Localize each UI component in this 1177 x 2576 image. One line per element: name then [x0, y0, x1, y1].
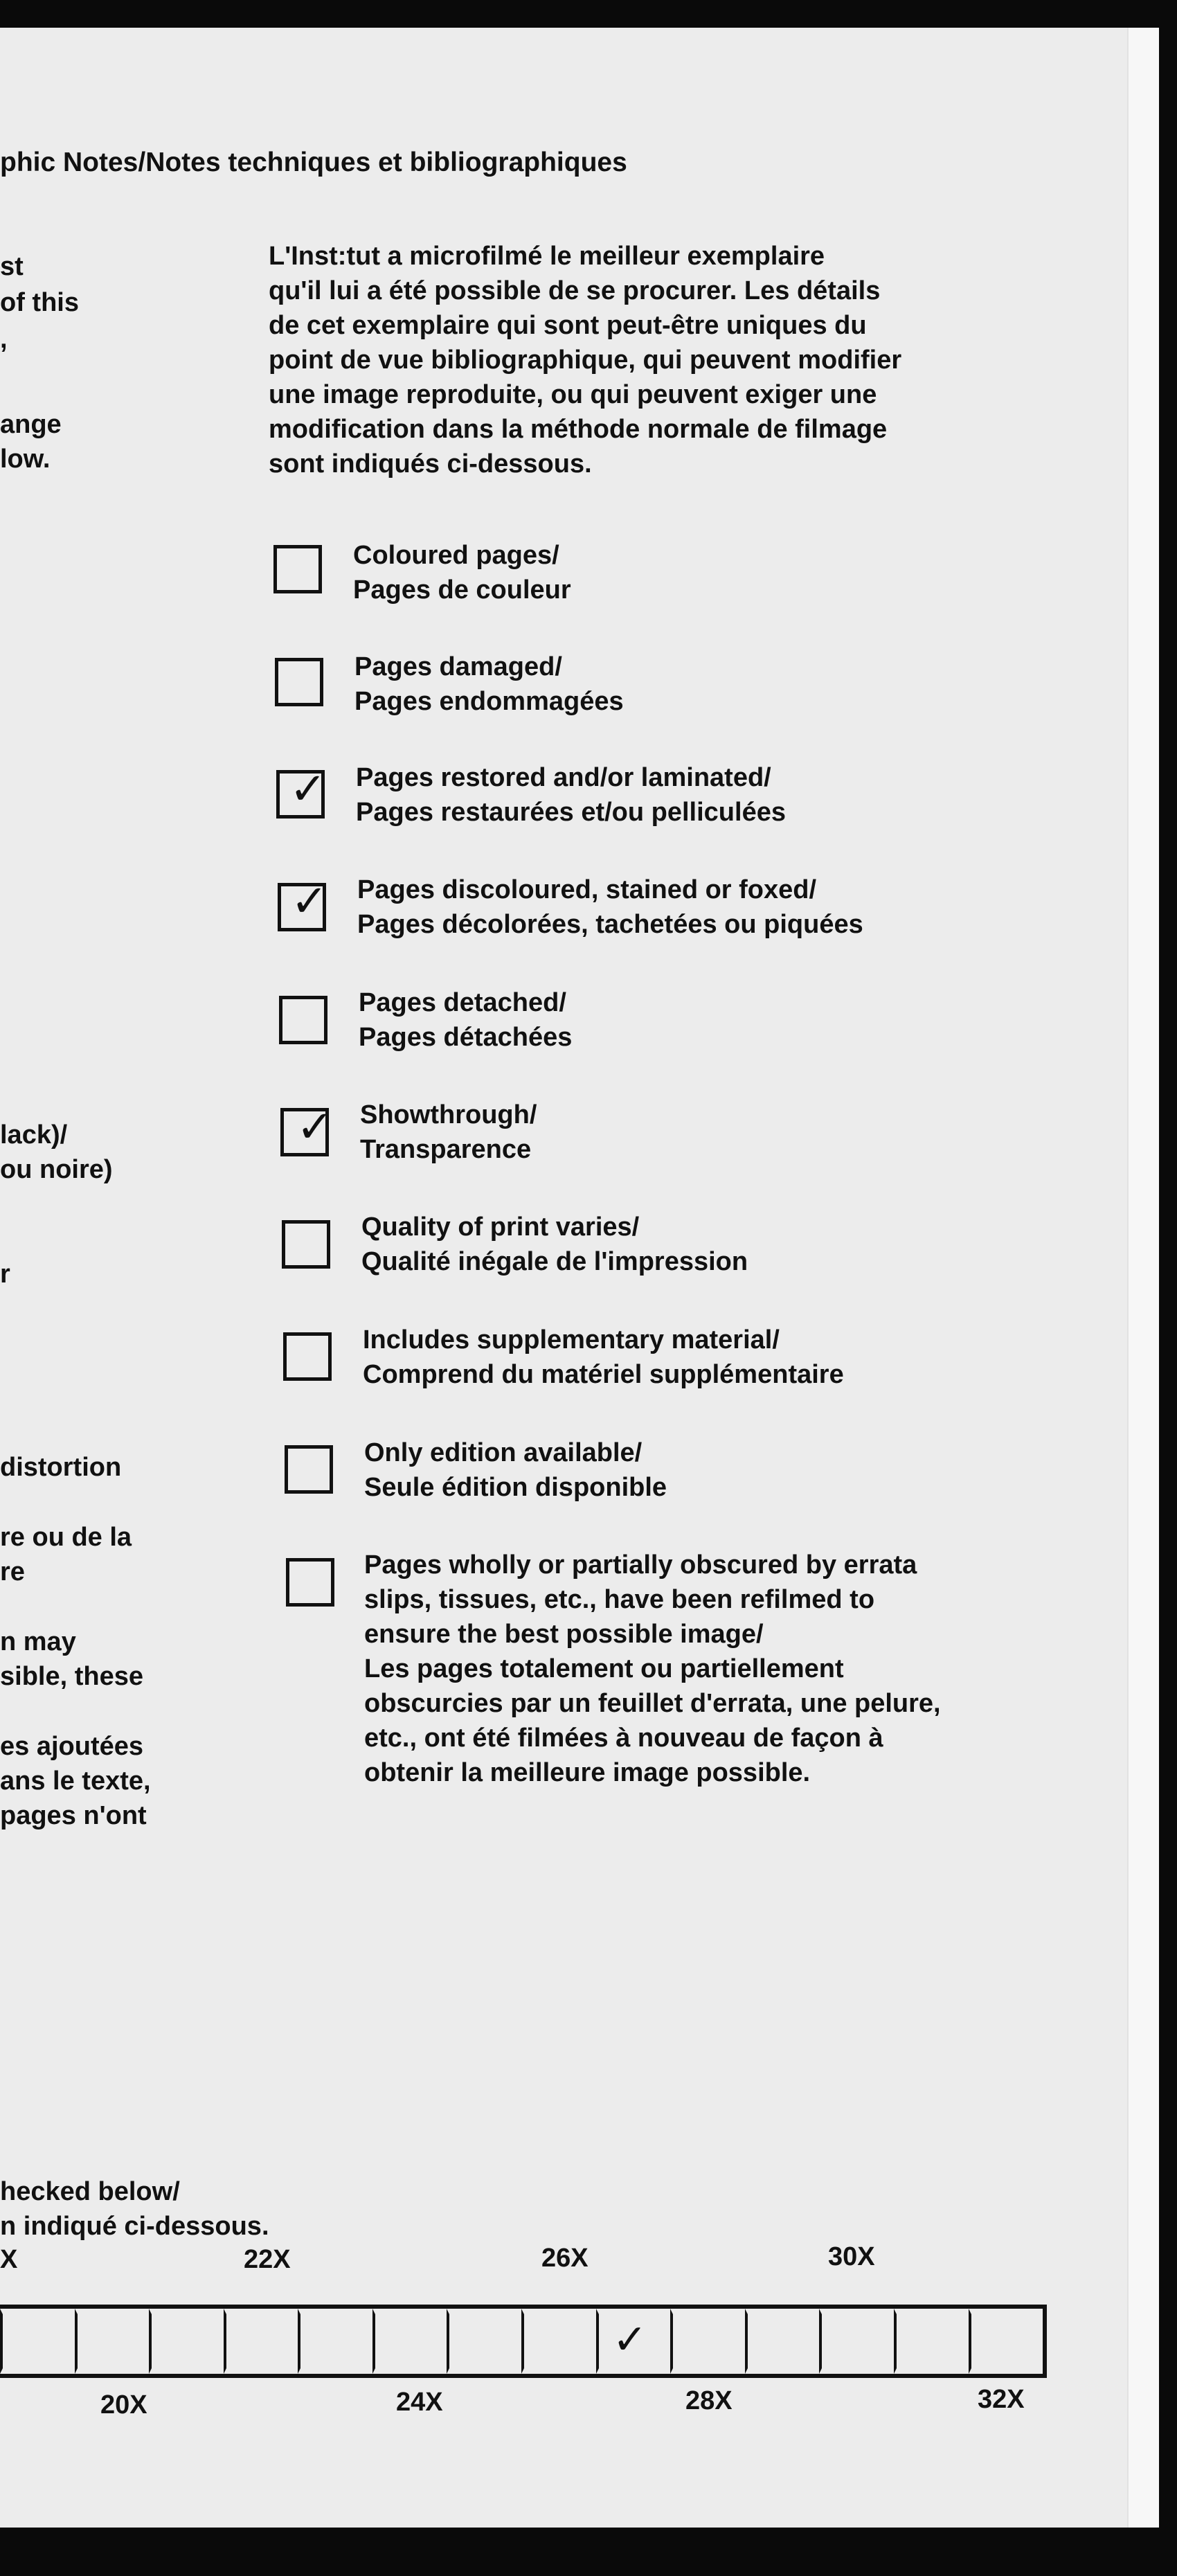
- paragraph-line: sont indiqués ci-dessous.: [269, 449, 592, 478]
- checklist-label-en: Quality of print varies/: [361, 1213, 640, 1242]
- checkbox-quality-of-print[interactable]: [282, 1220, 330, 1269]
- checklist-label-en: Showthrough/: [360, 1100, 537, 1129]
- checklist-label-en: Pages detached/: [359, 988, 566, 1017]
- scale-cell[interactable]: [670, 2309, 745, 2374]
- paragraph-line: modification dans la méthode normale de filmage: [269, 415, 888, 444]
- left-fragment: r: [0, 1260, 10, 1289]
- left-fragment: low.: [0, 445, 51, 474]
- left-fragment: sible, these: [0, 1662, 143, 1691]
- left-fragment: ange: [0, 410, 62, 439]
- check-mark-icon: ✓: [289, 764, 327, 815]
- checklist-label-fr: Pages de couleur: [353, 575, 571, 605]
- checklist-label-fr: Pages restaurées et/ou pelliculées: [356, 798, 786, 827]
- checkbox-pages-obscured[interactable]: [286, 1558, 334, 1607]
- left-fragment: n indiqué ci-dessous.: [0, 2212, 269, 2241]
- checkbox-only-edition[interactable]: [285, 1445, 333, 1494]
- reduction-scale-strip: [0, 2305, 1047, 2378]
- scale-label-top: 26X: [541, 2244, 588, 2273]
- checklist-label-fr: Seule édition disponible: [364, 1473, 667, 1502]
- paragraph-line: point de vue bibliographique, qui peuvent modifier: [269, 346, 902, 375]
- left-fragment: st: [0, 252, 24, 281]
- left-fragment: re: [0, 1557, 25, 1586]
- scale-cell[interactable]: [372, 2309, 447, 2374]
- scale-cell[interactable]: [149, 2309, 224, 2374]
- checklist-label-line: Les pages totalement ou partiellement: [364, 1654, 844, 1683]
- checklist-label-en: Pages restored and/or laminated/: [356, 763, 771, 792]
- check-mark-icon: ✓: [612, 2316, 647, 2364]
- scale-cell[interactable]: [224, 2309, 298, 2374]
- checklist-label-en: Pages damaged/: [354, 652, 562, 681]
- paragraph-line: qu'il lui a été possible de se procurer. Les détails: [269, 276, 881, 305]
- checklist-label-en: Only edition available/: [364, 1438, 643, 1467]
- scale-cell[interactable]: [894, 2309, 969, 2374]
- checkbox-pages-detached[interactable]: [279, 996, 327, 1044]
- scale-label-bottom: 32X: [978, 2385, 1025, 2414]
- left-fragment: ans le texte,: [0, 1766, 151, 1796]
- scale-cell[interactable]: [521, 2309, 596, 2374]
- checkbox-coloured-pages[interactable]: [273, 545, 322, 593]
- checkbox-pages-damaged[interactable]: [275, 658, 323, 706]
- scale-label-bottom: 20X: [100, 2390, 147, 2420]
- left-fragment: es ajoutées: [0, 1732, 143, 1761]
- scale-label-bottom: 28X: [685, 2386, 733, 2415]
- checklist-label-line: ensure the best possible image/: [364, 1620, 764, 1649]
- checklist-label-en: Coloured pages/: [353, 541, 559, 570]
- scale-cell[interactable]: [969, 2309, 1043, 2374]
- microfilm-target-page: [0, 28, 1158, 2528]
- film-border-bottom: [0, 2528, 1177, 2576]
- scale-label-bottom: 24X: [396, 2388, 443, 2417]
- left-fragment: hecked below/: [0, 2177, 180, 2206]
- left-fragment: pages n'ont: [0, 1801, 147, 1830]
- paragraph-line: une image reproduite, ou qui peuvent exiger une: [269, 380, 877, 409]
- checklist-label-line: obtenir la meilleure image possible.: [364, 1758, 811, 1787]
- scale-label-top: 30X: [828, 2242, 875, 2271]
- checklist-label-fr: Pages décolorées, tachetées ou piquées: [357, 910, 863, 939]
- paragraph-line: L'Inst:tut a microfilmé le meilleur exemplaire: [269, 242, 825, 271]
- checkbox-supplementary-material[interactable]: [283, 1332, 332, 1381]
- checklist-label-line: Pages wholly or partially obscured by errata: [364, 1550, 917, 1580]
- check-mark-icon: ✓: [296, 1102, 334, 1153]
- checklist-label-line: obscurcies par un feuillet d'errata, une pelure,: [364, 1689, 941, 1718]
- left-fragment: ,: [0, 325, 8, 354]
- left-fragment: re ou de la: [0, 1523, 132, 1552]
- left-fragment: distortion: [0, 1453, 122, 1482]
- checklist-label-fr: Transparence: [360, 1135, 532, 1164]
- scale-cell[interactable]: [75, 2309, 150, 2374]
- checklist-label-fr: Comprend du matériel supplémentaire: [363, 1360, 844, 1389]
- checklist-label-en: Pages discoloured, stained or foxed/: [357, 875, 817, 904]
- scale-cell[interactable]: [298, 2309, 372, 2374]
- scale-cell[interactable]: [447, 2309, 521, 2374]
- left-fragment: lack)/: [0, 1120, 68, 1150]
- left-fragment: n may: [0, 1627, 76, 1656]
- checklist-label-fr: Pages détachées: [359, 1023, 573, 1052]
- checklist-label-en: Includes supplementary material/: [363, 1325, 780, 1354]
- scale-label-partial: X: [0, 2245, 18, 2274]
- page-title: phic Notes/Notes techniques et bibliographiques: [0, 147, 627, 177]
- checklist-label-fr: Qualité inégale de l'impression: [361, 1247, 748, 1276]
- left-fragment: of this: [0, 288, 79, 317]
- scale-label-top: 22X: [244, 2245, 291, 2274]
- paragraph-line: de cet exemplaire qui sont peut-être uniques du: [269, 311, 867, 340]
- scale-cell[interactable]: [819, 2309, 894, 2374]
- checklist-label-line: slips, tissues, etc., have been refilmed to: [364, 1585, 875, 1614]
- left-fragment: ou noire): [0, 1155, 113, 1184]
- page-edge: [1127, 28, 1159, 2528]
- scale-cell[interactable]: [745, 2309, 820, 2374]
- checklist-label-fr: Pages endommagées: [354, 687, 624, 716]
- checklist-label-line: etc., ont été filmées à nouveau de façon à: [364, 1724, 883, 1753]
- scale-cell-checked[interactable]: [596, 2309, 671, 2374]
- scale-cell[interactable]: [0, 2309, 75, 2374]
- check-mark-icon: ✓: [291, 876, 328, 927]
